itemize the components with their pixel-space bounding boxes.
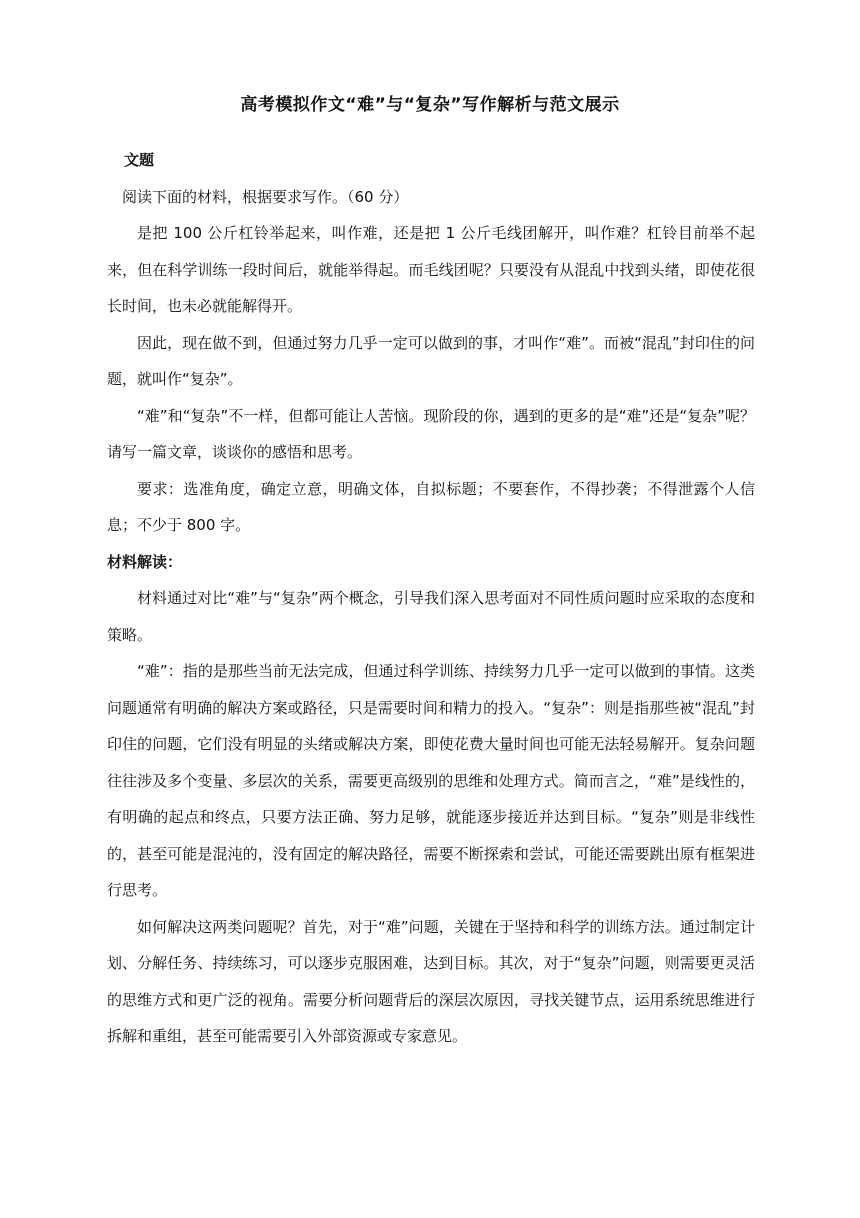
material-paragraph-1: 是把 100 公斤杠铃举起来，叫作难，还是把 1 公斤毛线团解开，叫作难？杠铃目前举不起来，但在科学训练一段时间后，就能举得起。而毛线团呢？只要没有从混乱中找到头绪，即使花很长时间，也未必就能解得开。 [107,224,755,315]
analysis-paragraph-1: 材料通过对比“难”与“复杂”两个概念，引导我们深入思考面对不同性质问题时应采取的态度和策略。 [107,589,755,644]
analysis-paragraph-2: “难”：指的是那些当前无法完成，但通过科学训练、持续努力几乎一定可以做到的事情。这类问题通常有明确的解决方案或路径，只是需要时间和精力的投入。“复杂”：则是指那些被“混乱”封印住的问题，它们没有明显的头绪或解决方案，即使花费大量时间也可能无法轻易解开。复杂问题往往涉及多个变量、多层次的关系，需要更高级别的思维和处理方式。简而言之，“难”是线性的，有明确的起点和终点，只要方法正确、努力足够，就能逐步接近并达到目标。“复杂”则是非线性的，甚至可能是混沌的，没有固定的解决路径，需要不断探索和尝试，可能还需要跳出原有框架进行思考。 [107,662,755,899]
material-paragraph-3: “难”和“复杂”不一样，但都可能让人苦恼。现阶段的你，遇到的更多的是“难”还是“复杂”呢？请写一篇文章，谈谈你的感悟和思考。 [107,406,755,461]
analysis-paragraph-3: 如何解决这两类问题呢？首先，对于“难”问题，关键在于坚持和科学的训练方法。通过制定计划、分解任务、持续练习，可以逐步克服困难，达到目标。其次，对于“复杂”问题，则需要更灵活的思维方式和更广泛的视角。需要分析问题背后的深层次原因，寻找关键节点，运用系统思维进行拆解和重组，甚至可能需要引入外部资源或专家意见。 [107,917,755,1045]
analysis-heading: 材料解读： [107,552,183,571]
instruction-paragraph: 阅读下面的材料，根据要求写作。（60 分） [122,187,409,206]
topic-heading: 文题 [124,151,155,169]
material-paragraph-2: 因此，现在做不到，但通过努力几乎一定可以做到的事，才叫作“难”。而被“混乱”封印住的问题，就叫作“复杂”。 [107,333,755,388]
requirement-paragraph: 要求：选准角度，确定立意，明确文体，自拟标题；不要套作，不得抄袭；不得泄露个人信息；不少于 800 字。 [107,479,755,534]
document-body [107,142,755,1055]
document-title: 高考模拟作文“难”与“复杂”写作解析与范文展示 [240,95,620,115]
